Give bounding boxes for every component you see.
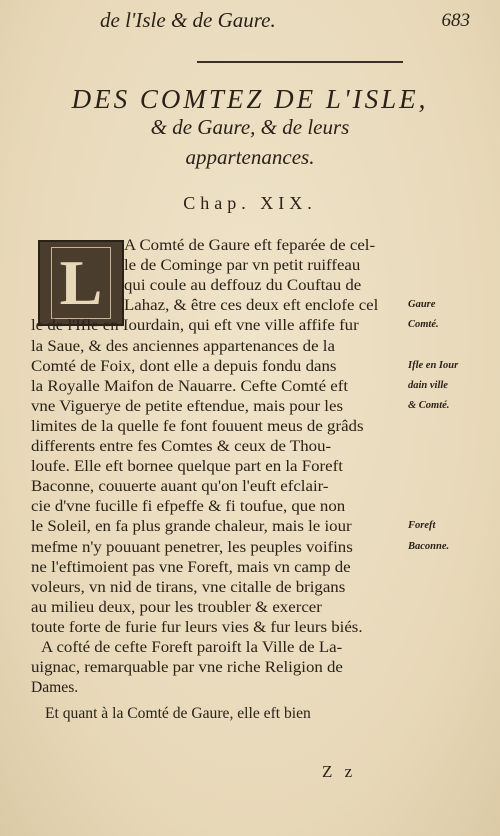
margin-note: & Comté.: [408, 399, 450, 411]
text-line: au milieu deux, pour les troubler & exercer: [31, 598, 322, 616]
text-line: A Comté de Gaure eft feparée de cel-: [124, 237, 376, 254]
text-line: le Soleil, en fa plus grande chaleur, mais le iour: [31, 518, 352, 536]
chapter-number: Chap. XIX.: [183, 193, 317, 213]
running-title: de l'Isle & de Gaure.: [100, 8, 276, 32]
text-line: toute forte de furie fur leurs vies & fur leurs biés.: [31, 618, 363, 636]
text-line: qui coule au deffouz du Couftau de: [124, 277, 362, 295]
text-line: A cofté de cefte Foreft paroift la Ville de La-: [41, 639, 343, 656]
chapter-heading-line3: appartenances.: [185, 145, 315, 169]
chapter-heading-line2: & de Gaure, & de leurs: [150, 115, 350, 139]
text-line: Comté de Foix, dont elle a depuis fondu dans: [31, 357, 337, 375]
margin-note: Foreft: [408, 520, 436, 532]
page-number: 683: [441, 10, 470, 31]
running-header: [70, 8, 470, 38]
text-line: ne l'eftimoient pas vne Foreft, mais vn camp de: [31, 558, 351, 576]
margin-note: Baconne.: [408, 540, 450, 552]
text-line: Et quant à la Comté de Gaure, elle eft bien: [45, 705, 311, 723]
catchword: Z z: [322, 762, 357, 781]
text-line: Dames.: [31, 679, 79, 697]
text-line: uignac, remarquable par vne riche Religion de: [31, 659, 343, 677]
ornamental-drop-cap: [38, 240, 124, 326]
text-line: le de Cominge par vn petit ruiffeau: [124, 257, 361, 275]
text-line: le de l'Ifle en Iourdain, qui eft vne ville affife fur: [31, 317, 359, 335]
text-line: cie d'vne fucille fi efpeffe & fi toufue, que non: [31, 498, 346, 516]
drop-cap-letter: L: [51, 247, 112, 319]
text-line: mefme n'y pouuant penetrer, les peuples voifins: [31, 538, 353, 556]
text-line: la Royalle Maifon de Nauarre. Cefte Comté eft: [31, 377, 349, 395]
margin-note: Ifle en Iour: [408, 359, 459, 371]
text-line: differents entre fes Comtes & ceux de Thou-: [31, 438, 332, 455]
chapter-heading-line1: DES COMTEZ DE L'ISLE,: [71, 84, 429, 114]
margin-note: Gaure: [408, 299, 436, 311]
text-line: voleurs, vn nid de tirans, vne citalle de brigans: [31, 578, 346, 596]
header-rule: [197, 61, 403, 63]
text-line: loufe. Elle eft bornee quelque part en la Foreft: [31, 458, 343, 476]
text-line: la Saue, & des anciennes appartenances de la: [31, 337, 335, 355]
text-line: vne Vigueryе de petite eftendue, mais pour les: [31, 397, 344, 415]
text-line: limites de la quelle fe font fouuent meus de grâds: [31, 417, 364, 435]
margin-note: dain ville: [408, 379, 448, 391]
margin-note: Comté.: [408, 319, 439, 331]
text-line: Lahaz, & être ces deux eft enclofe cel: [124, 297, 379, 315]
text-line: Baconne, couuerte auant qu'on l'euft efclair-: [31, 478, 329, 496]
